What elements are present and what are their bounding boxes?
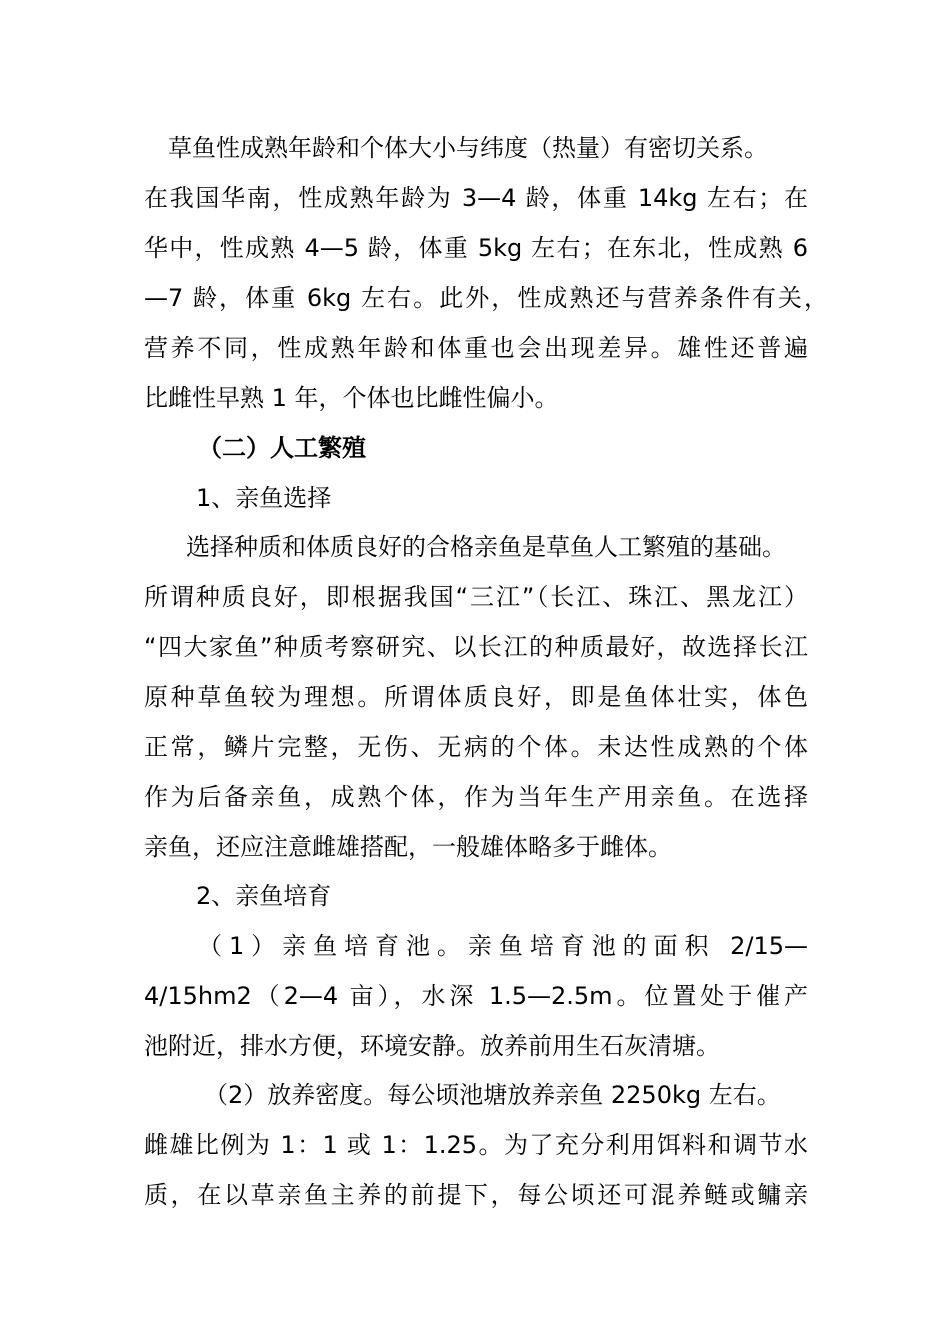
paragraph-line: “四大家鱼”种质考察研究、以长江的种质最好，故选择长江	[144, 633, 808, 661]
paragraph-line: （2）放养密度。每公顷池塘放养亲鱼 2250kg 左右。	[204, 1081, 781, 1109]
paragraph-line: 正常，鳞片完整，无伤、无病的个体。未达性成熟的个体	[144, 733, 808, 761]
section-heading: （二）人工繁殖	[198, 434, 366, 462]
paragraph-line: 华中，性成熟 4—5 龄，体重 5kg 左右；在东北，性成熟 6	[144, 234, 808, 262]
paragraph-line: 质，在以草亲鱼主养的前提下，每公顷还可混养鲢或鳙亲	[144, 1181, 808, 1209]
paragraph-line: （1）亲鱼培育池。亲鱼培育池的面积 2/15—	[198, 932, 808, 960]
paragraph-line: 在我国华南，性成熟年龄为 3—4 龄，体重 14kg 左右；在	[144, 184, 808, 212]
paragraph-line: 池附近，排水方便，环境安静。放养前用生石灰清塘。	[144, 1032, 720, 1060]
subsection-heading: 1、亲鱼选择	[196, 484, 332, 512]
paragraph-line: 亲鱼，还应注意雌雄搭配，一般雄体略多于雌体。	[144, 833, 672, 861]
paragraph-line: 4/15hm2（2—4 亩），水深 1.5—2.5m。位置处于催产	[144, 982, 808, 1010]
paragraph-line: 比雌性早熟 1 年，个体也比雌性偏小。	[144, 384, 559, 412]
paragraph-line: —7 龄，体重 6kg 左右。此外，性成熟还与营养条件有关，	[144, 284, 828, 312]
paragraph-line: 营养不同，性成熟年龄和体重也会出现差异。雄性还普遍	[144, 334, 808, 362]
paragraph-line: 雌雄比例为 1：1 或 1：1.25。为了充分利用饵料和调节水	[144, 1131, 808, 1159]
subsection-heading: 2、亲鱼培育	[196, 882, 332, 910]
paragraph-line: 作为后备亲鱼，成熟个体，作为当年生产用亲鱼。在选择	[144, 783, 808, 811]
paragraph-line: 原种草鱼较为理想。所谓体质良好，即是鱼体壮实，体色	[144, 683, 808, 711]
paragraph-line: 所谓种质良好，即根据我国“三江”（长江、珠江、黑龙江）	[144, 583, 808, 611]
paragraph-line: 草鱼性成熟年龄和个体大小与纬度（热量）有密切关系。	[168, 134, 768, 162]
paragraph-line: 选择种质和体质良好的合格亲鱼是草鱼人工繁殖的基础。	[186, 533, 786, 561]
